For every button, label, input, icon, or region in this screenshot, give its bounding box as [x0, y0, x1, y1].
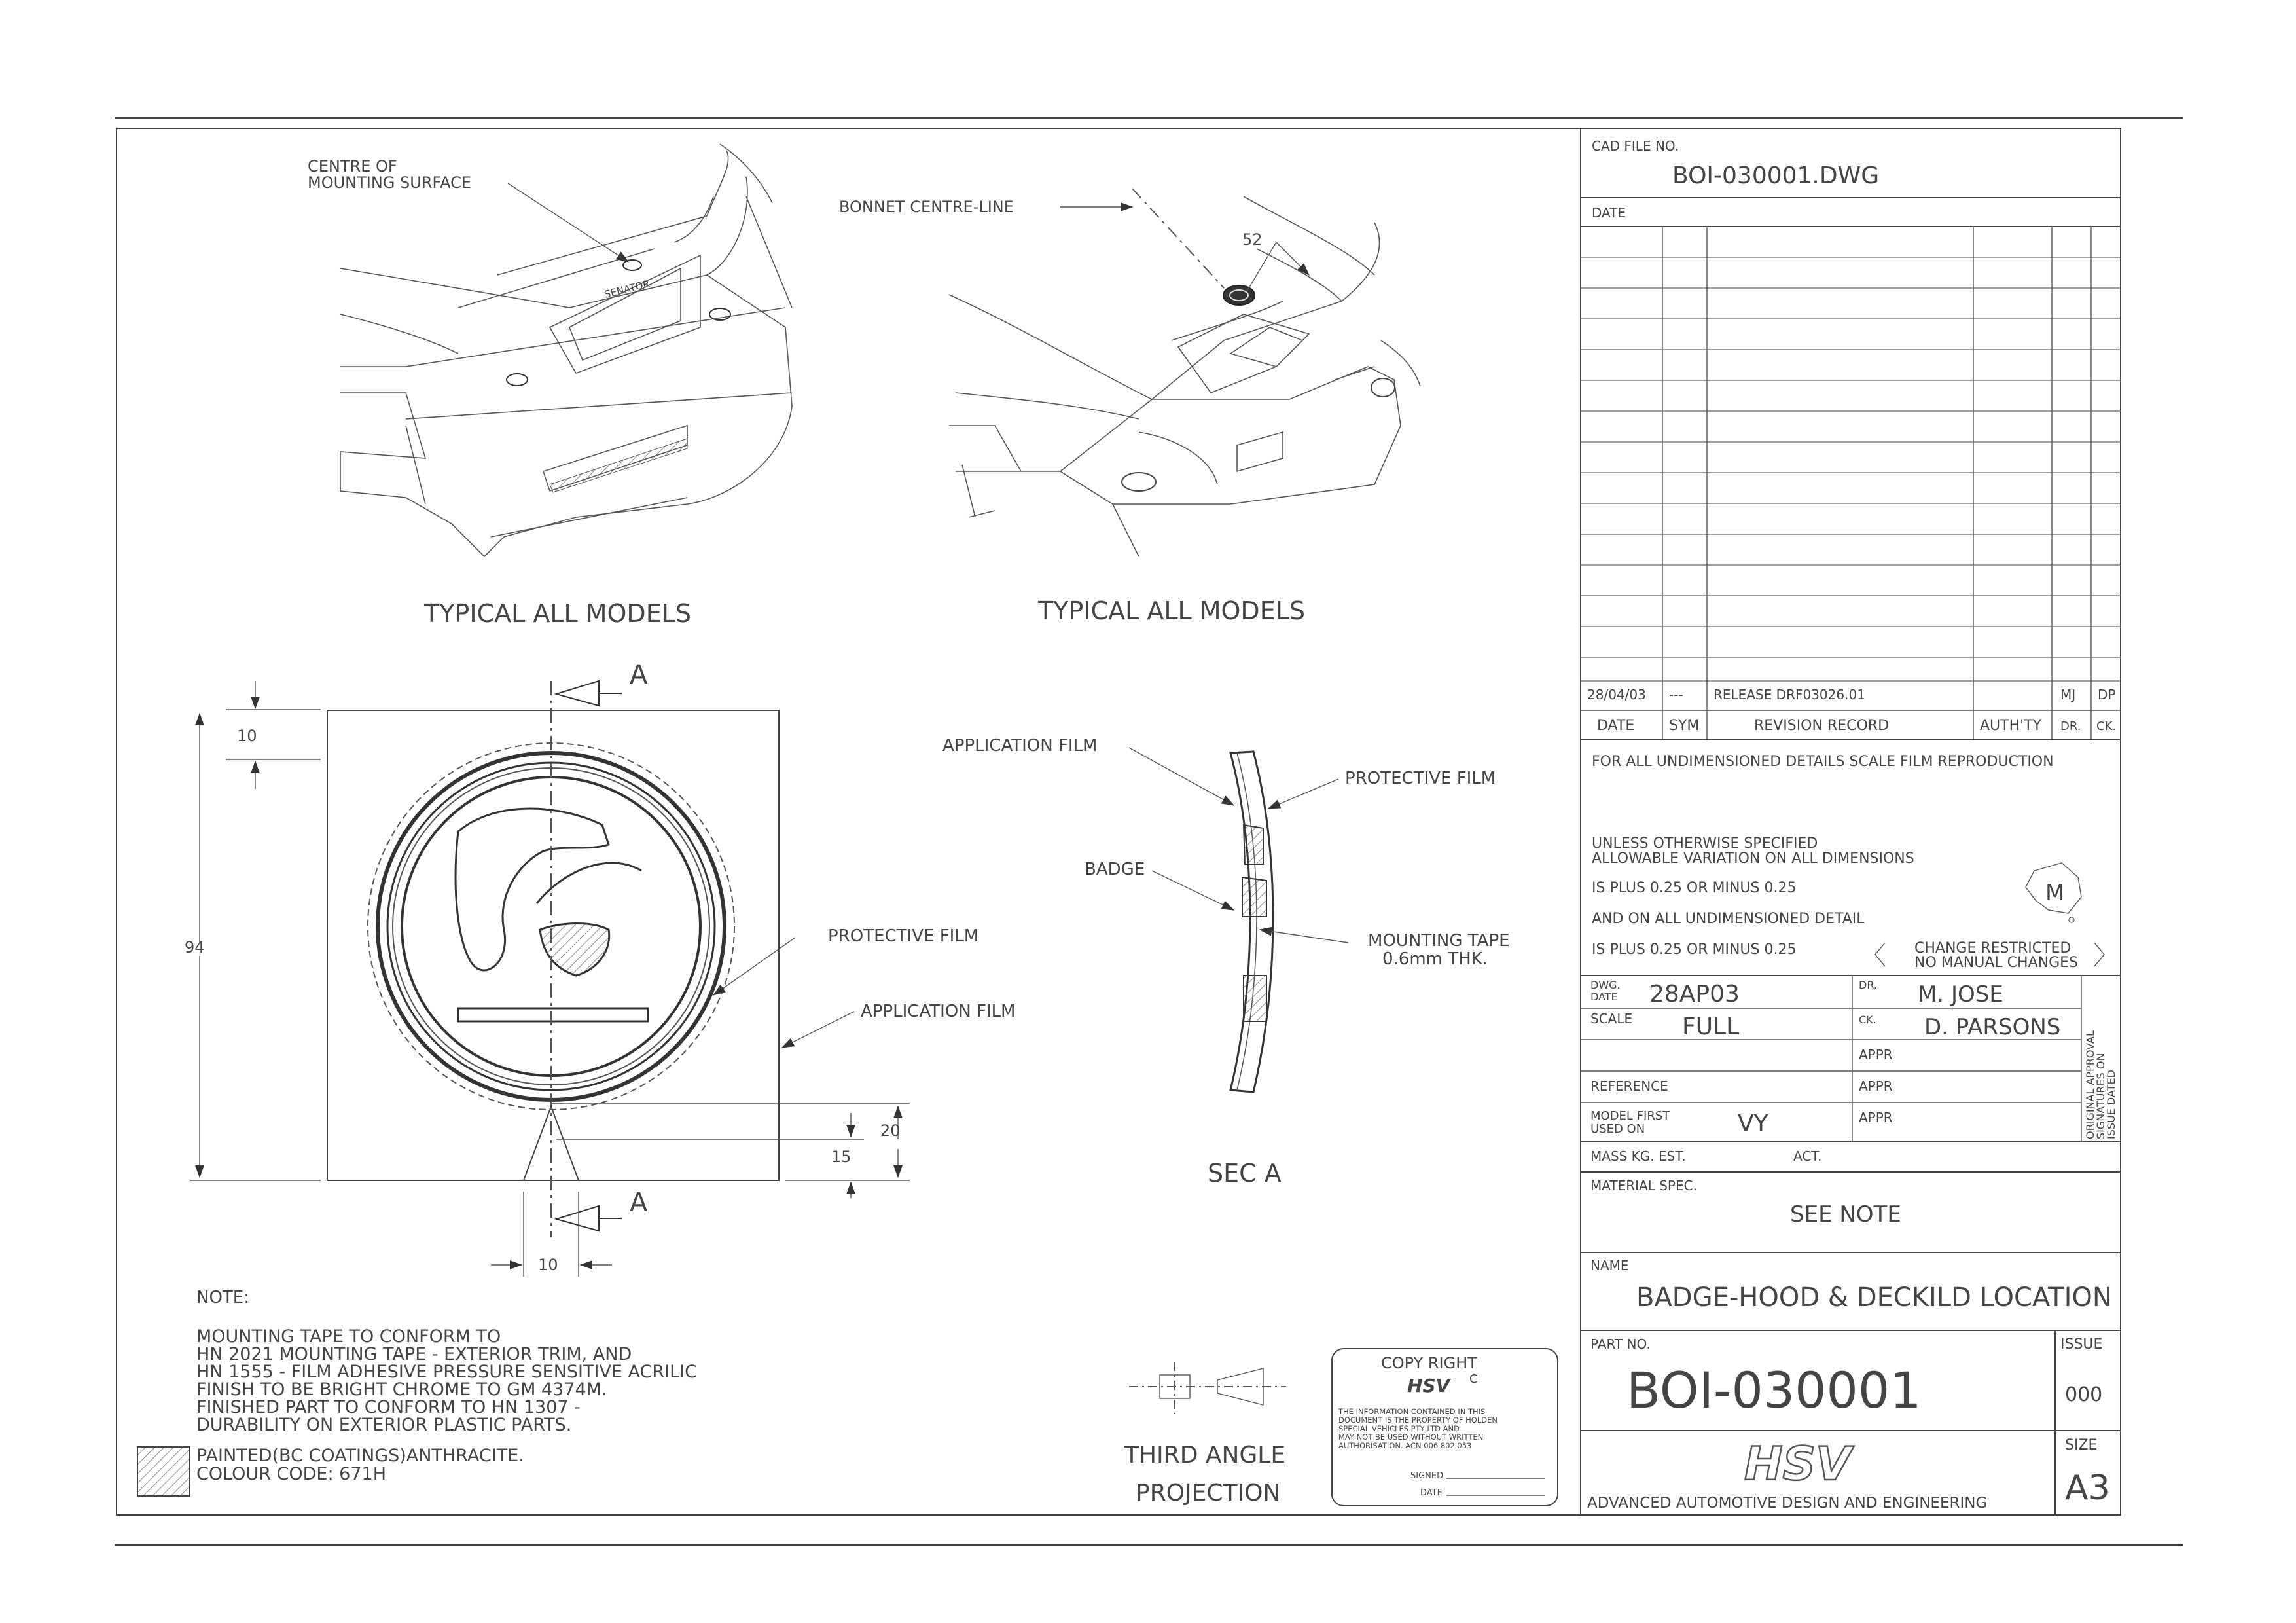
copyright-mark: C: [1469, 1372, 1478, 1386]
rear-view-label: TYPICAL ALL MODELS: [424, 599, 691, 628]
change-restricted: CHANGE RESTRICTED: [1914, 940, 2072, 957]
note-line-3: HN 1555 - FILM ADHESIVE PRESSURE SENSITIVE ACRILIC: [196, 1362, 697, 1382]
rev-header-sym: SYM: [1669, 718, 1700, 734]
appr-label-2: APPR: [1859, 1078, 1893, 1094]
dwg-date-label-1: DWG.: [1590, 979, 1621, 991]
appr-label-3: APPR: [1859, 1110, 1893, 1125]
scale-value: FULL: [1682, 1013, 1740, 1040]
dim-10-top: 10: [237, 727, 257, 745]
size-value: A3: [2065, 1468, 2110, 1508]
dim-10-bottom: 10: [538, 1256, 558, 1274]
rear-callout-line1: CENTRE OF: [308, 157, 397, 175]
appr-label-1: APPR: [1859, 1047, 1893, 1063]
copyright-logo: HSV: [1407, 1375, 1450, 1396]
act-label: ACT.: [1793, 1148, 1822, 1164]
rear-callout-line2: MOUNTING SURFACE: [308, 173, 472, 192]
sec-mounting-tape-thk: 0.6mm THK.: [1382, 949, 1488, 969]
copyright-date: DATE: [1420, 1488, 1443, 1498]
cad-file-label: CAD FILE NO.: [1592, 138, 1679, 154]
front-dim-52: 52: [1242, 230, 1263, 249]
front-car-view: [949, 189, 1420, 556]
copyright-text-2: DOCUMENT IS THE PROPERTY OF HOLDEN: [1338, 1415, 1498, 1425]
dim-15: 15: [831, 1148, 852, 1166]
copyright-text-1: THE INFORMATION CONTAINED IN THIS: [1338, 1407, 1486, 1416]
rev-header-dr: DR.: [2060, 720, 2081, 733]
scale-note: FOR ALL UNDIMENSIONED DETAILS SCALE FILM REPRODUCTION: [1592, 754, 2054, 770]
issue-label: ISSUE: [2060, 1336, 2103, 1353]
dwg-date-label-2: DATE: [1590, 991, 1618, 1003]
material-value: SEE NOTE: [1790, 1201, 1901, 1228]
cad-file-number: BOI-030001.DWG: [1672, 162, 1880, 189]
no-manual-changes: NO MANUAL CHANGES: [1914, 955, 2078, 971]
paint-legend: PAINTED(BC COATINGS)ANTHRACITE.: [196, 1446, 524, 1466]
sec-badge: BADGE: [1085, 860, 1145, 879]
rev-header-authty: AUTH'TY: [1980, 718, 2042, 734]
projection-line1: THIRD ANGLE: [1124, 1442, 1286, 1468]
sec-a-label: SEC A: [1208, 1159, 1282, 1188]
third-angle-symbol: [1129, 1362, 1286, 1414]
part-no-label: PART NO.: [1590, 1336, 1651, 1352]
rev-record: RELEASE DRF03026.01: [1713, 687, 1865, 702]
approval-note-3: ISSUE DATED: [2105, 1070, 2117, 1139]
copyright-title: COPY RIGHT: [1381, 1354, 1477, 1372]
tolerance-5: IS PLUS 0.25 OR MINUS 0.25: [1592, 941, 1797, 958]
date-label: DATE: [1592, 205, 1626, 221]
rear-car-view: [340, 144, 792, 556]
model-first: VY: [1738, 1110, 1768, 1137]
dr-label: DR.: [1859, 979, 1877, 991]
metric-mark: M: [2045, 880, 2065, 906]
note-line-2: HN 2021 MOUNTING TAPE - EXTERIOR TRIM, AND: [196, 1344, 632, 1364]
tolerance-2: ALLOWABLE VARIATION ON ALL DIMENSIONS: [1592, 850, 1914, 867]
note-line-4: FINISH TO BE BRIGHT CHROME TO GM 4374M.: [196, 1379, 607, 1400]
scale-label: SCALE: [1590, 1011, 1633, 1027]
section-mark-top: A: [630, 660, 648, 690]
dim-94: 94: [185, 938, 205, 957]
copyright-text-4: MAY NOT BE USED WITHOUT WRITTEN: [1338, 1432, 1484, 1442]
section-mark-bottom: A: [630, 1188, 648, 1218]
note-line-5: FINISHED PART TO CONFORM TO HN 1307 -: [196, 1397, 581, 1417]
note-line-1: MOUNTING TAPE TO CONFORM TO: [196, 1326, 501, 1347]
copyright-text-3: SPECIAL VEHICLES PTY LTD AND: [1338, 1424, 1460, 1433]
model-first-label-2: USED ON: [1590, 1122, 1645, 1136]
note-line-6: DURABILITY ON EXTERIOR PLASTIC PARTS.: [196, 1415, 572, 1435]
company-name: ADVANCED AUTOMOTIVE DESIGN AND ENGINEERING: [1587, 1495, 1988, 1512]
rear-badge-text: SENATOR: [603, 278, 651, 301]
hsv-logo: HSV: [1744, 1437, 1852, 1491]
tolerance-1: UNLESS OTHERWISE SPECIFIED: [1592, 835, 1818, 852]
dim-20: 20: [880, 1122, 901, 1140]
approval-note-2: SIGNATURES ON: [2094, 1053, 2107, 1139]
rev-date: 28/04/03: [1587, 687, 1646, 702]
copyright-signed: SIGNED: [1410, 1471, 1444, 1481]
model-first-label-1: MODEL FIRST: [1590, 1109, 1670, 1123]
notes-heading: NOTE:: [196, 1288, 249, 1307]
rev-dr: MJ: [2060, 687, 2076, 702]
mass-label: MASS KG. EST.: [1590, 1148, 1686, 1164]
sec-application-film: APPLICATION FILM: [942, 736, 1098, 756]
tolerance-4: AND ON ALL UNDIMENSIONED DETAIL: [1592, 911, 1865, 927]
detail-protective-film: PROTECTIVE FILM: [828, 926, 979, 946]
tolerance-3: IS PLUS 0.25 OR MINUS 0.25: [1592, 880, 1797, 896]
rev-header-ck: CK.: [2096, 720, 2117, 733]
reference-label: REFERENCE: [1590, 1078, 1668, 1094]
front-view-label: TYPICAL ALL MODELS: [1038, 596, 1305, 625]
section-a: [1129, 748, 1348, 1092]
colour-code: COLOUR CODE: 671H: [196, 1464, 387, 1484]
part-number: BOI-030001: [1626, 1361, 1922, 1419]
sec-protective-film: PROTECTIVE FILM: [1345, 769, 1496, 788]
rev-ck: DP: [2098, 687, 2116, 702]
rev-sym: ---: [1669, 687, 1683, 702]
checked-by: D. PARSONS: [1924, 1014, 2061, 1040]
issue-value: 000: [2065, 1383, 2103, 1406]
projection-line2: PROJECTION: [1136, 1480, 1281, 1506]
copyright-text-5: AUTHORISATION. ACN 006 802 053: [1338, 1441, 1472, 1450]
approval-note-1: ORIGINAL APPROVAL: [2084, 1030, 2096, 1139]
badge-detail: [190, 681, 910, 1277]
detail-application-film: APPLICATION FILM: [861, 1002, 1016, 1021]
size-label: SIZE: [2065, 1437, 2098, 1453]
drawing-name: BADGE-HOOD & DECKILD LOCATION: [1636, 1283, 2112, 1313]
drawn-by: M. JOSE: [1918, 981, 2003, 1008]
front-badge: [1223, 285, 1255, 305]
sec-mounting-tape: MOUNTING TAPE: [1368, 931, 1510, 951]
paint-legend-swatch: [137, 1447, 190, 1496]
front-callout: BONNET CENTRE-LINE: [839, 198, 1014, 216]
dwg-date: 28AP03: [1649, 981, 1740, 1008]
ck-label: CK.: [1859, 1013, 1876, 1026]
rev-header-date: DATE: [1597, 718, 1635, 734]
material-label: MATERIAL SPEC.: [1590, 1178, 1697, 1194]
rev-header-record: REVISION RECORD: [1754, 718, 1890, 734]
name-label: NAME: [1590, 1258, 1629, 1273]
